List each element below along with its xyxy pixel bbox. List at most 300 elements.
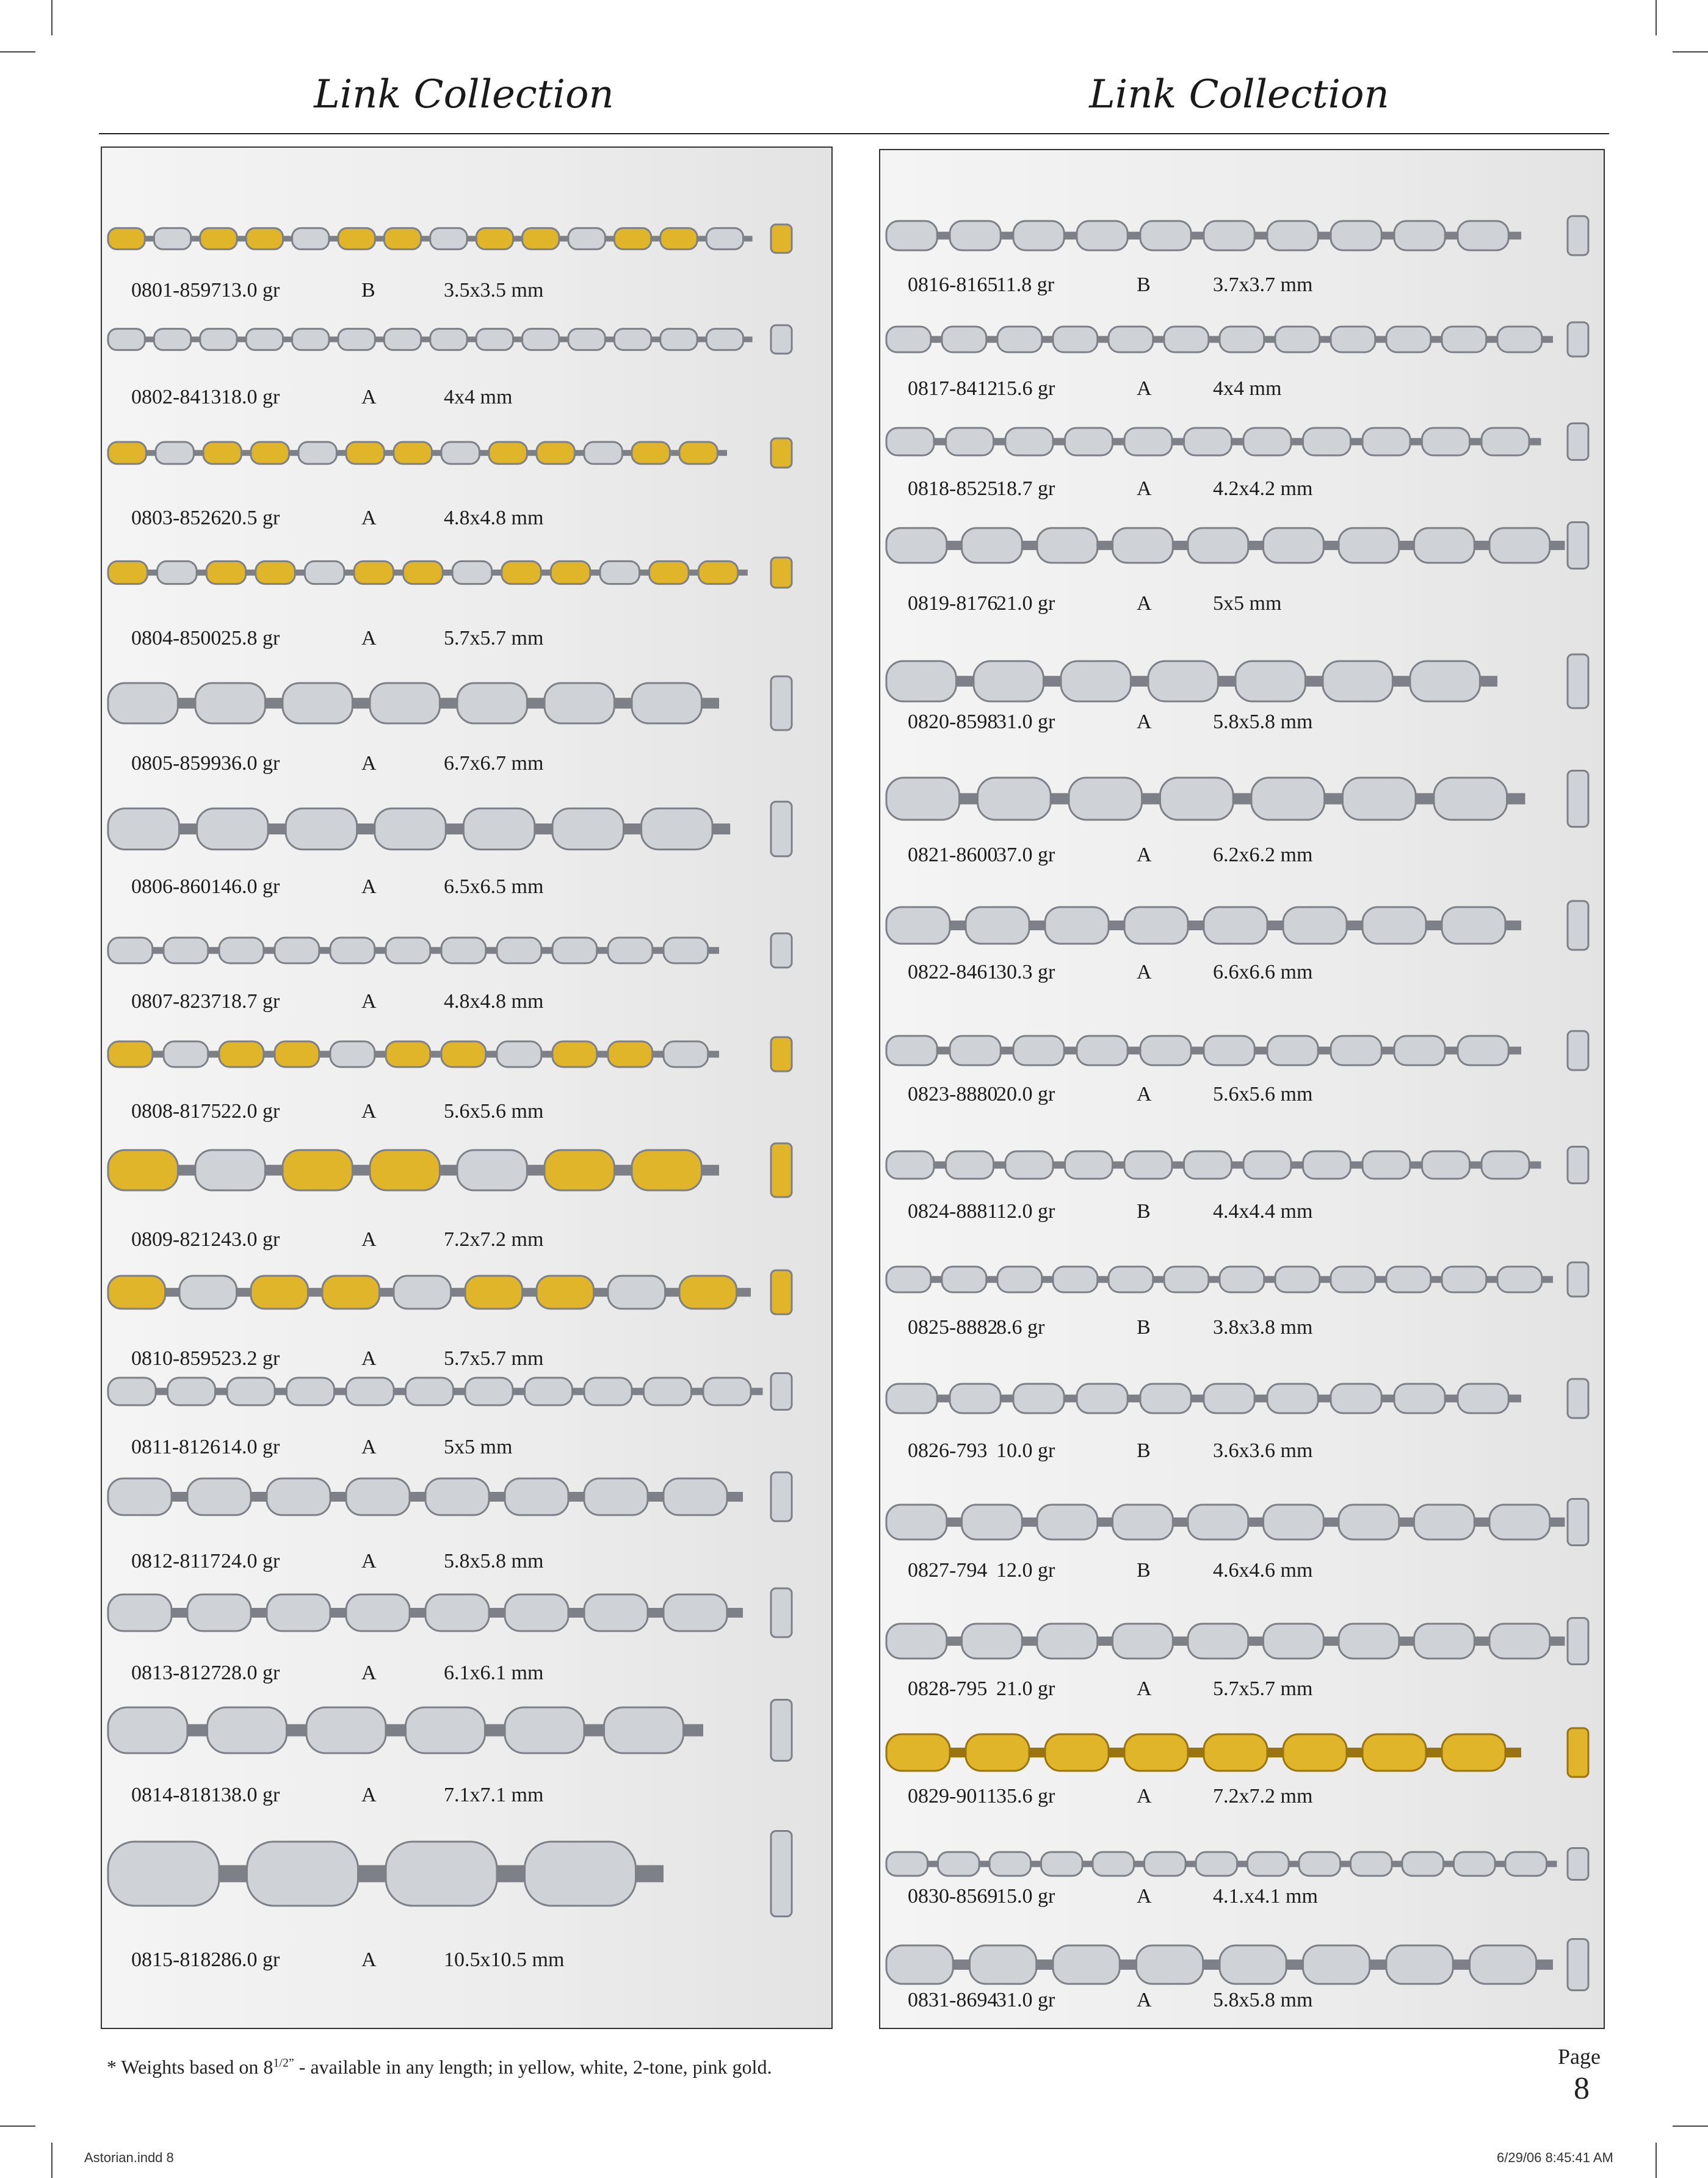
chain-connector [1064, 232, 1077, 240]
chain-link [441, 442, 479, 464]
item-size: 4.8x4.8 mm [444, 990, 544, 1013]
chain-link [525, 1842, 636, 1906]
chain-connector [1399, 1518, 1414, 1527]
crop-mark [1656, 2143, 1657, 2178]
item-size: 7.2x7.2 mm [444, 1228, 544, 1251]
chain-connector [1153, 1276, 1164, 1283]
chain-connector [1042, 336, 1053, 342]
chain-link [1267, 1384, 1318, 1413]
chain-link [156, 442, 194, 464]
chain-link [403, 561, 443, 584]
chain-link [1394, 1036, 1445, 1065]
item-size: 5.8x5.8 mm [444, 1550, 544, 1572]
chain-connector [1550, 1637, 1565, 1646]
chain-connector [1082, 1861, 1093, 1867]
lobster-clasp [771, 1373, 792, 1410]
item-size: 6.5x6.5 mm [444, 875, 544, 898]
chain-link [1283, 1734, 1347, 1771]
chain-link [552, 808, 623, 849]
item-grade: B [1137, 1439, 1151, 1462]
chain-link [283, 1150, 352, 1190]
item-size: 6.7x6.7 mm [444, 752, 544, 775]
chain-link [604, 1707, 684, 1753]
chain-link [1065, 1151, 1113, 1179]
chain-link [1188, 528, 1248, 563]
chain-connector [308, 1288, 322, 1297]
item-code: 0808-8175 [131, 1100, 222, 1123]
item-grade: A [361, 875, 377, 898]
item-weight: 21.0 gr [996, 592, 1055, 615]
chain-connector [541, 947, 552, 953]
chain-image-0814-8181 [106, 1692, 795, 1768]
chain-link [1275, 1267, 1320, 1292]
item-size: 6.2x6.2 mm [1213, 844, 1313, 866]
chain-link [886, 907, 950, 944]
chain-connector [1142, 793, 1160, 804]
chain-link [1184, 1151, 1232, 1179]
chain-link [346, 1594, 410, 1631]
chain-connector [237, 236, 246, 241]
item-weight: 15.0 gr [996, 1885, 1055, 1908]
chain-connector [1445, 1395, 1458, 1403]
chain-connector [1037, 1959, 1053, 1970]
chain-connector [1536, 1959, 1553, 1970]
chain-link [1124, 1734, 1188, 1771]
item-size: 4x4 mm [444, 386, 513, 408]
chain-link [1077, 1384, 1127, 1413]
item-grade: A [361, 990, 377, 1013]
chain-link [346, 1378, 394, 1405]
lobster-clasp [771, 557, 792, 588]
crop-mark [51, 0, 52, 35]
chain-connector [172, 1608, 187, 1618]
chain-link [108, 228, 145, 250]
chain-link [1497, 327, 1542, 352]
chain-connector [1318, 1395, 1331, 1403]
slug-filename: Astorian.indd 8 [84, 2150, 174, 2165]
item-size: 3.6x3.6 mm [1213, 1439, 1313, 1462]
item-size: 5.6x5.6 mm [444, 1100, 544, 1123]
chain-link [584, 1478, 648, 1515]
chain-link [386, 938, 430, 963]
chain-connector [614, 698, 632, 709]
chain-connector [1232, 1162, 1244, 1169]
lobster-clasp [771, 325, 792, 353]
chain-image-0824-8881 [884, 1142, 1592, 1188]
chain-link [108, 1150, 178, 1190]
chain-image-0812-8117 [106, 1466, 795, 1527]
chain-link [457, 1150, 527, 1190]
item-size: 3.7x3.7 mm [1213, 273, 1313, 296]
chain-link [706, 329, 743, 350]
chain-link [1299, 1852, 1341, 1876]
chain-image-0813-8127 [106, 1582, 795, 1643]
chain-image-0822-8461 [884, 895, 1592, 956]
chain-connector [717, 450, 727, 456]
item-grade: A [1137, 961, 1152, 983]
chain-connector [1453, 1959, 1469, 1970]
item-size: 5.8x5.8 mm [1213, 711, 1313, 733]
chain-connector [605, 336, 614, 342]
chain-link [1482, 1151, 1529, 1179]
chain-link [1331, 1267, 1375, 1292]
chain-image-0827-794 [884, 1493, 1592, 1551]
item-code: 0825-8882 [908, 1316, 998, 1339]
item-size: 7.1x7.1 mm [444, 1784, 544, 1806]
chain-connector [1254, 1395, 1267, 1403]
chain-connector [1254, 1047, 1267, 1055]
right-page-title: Link Collection [1089, 72, 1389, 117]
chain-link [346, 442, 384, 464]
chain-connector [1370, 1959, 1386, 1970]
chain-connector [1031, 1861, 1041, 1867]
chain-link [1148, 661, 1218, 701]
chain-connector [614, 1165, 632, 1176]
lobster-clasp [771, 1143, 792, 1197]
chain-link [1351, 1852, 1392, 1876]
chain-link [1275, 327, 1320, 352]
chain-connector [623, 823, 641, 834]
chain-connector [513, 236, 523, 241]
chain-link [1264, 528, 1324, 563]
chain-connector [1392, 676, 1410, 687]
chain-connector [960, 793, 978, 804]
chain-link [1248, 1852, 1289, 1876]
chain-link [1414, 1505, 1475, 1539]
chain-link [108, 1842, 219, 1906]
chain-link [545, 1150, 614, 1190]
chain-link [1331, 327, 1375, 352]
chain-connector [1173, 1518, 1188, 1527]
chain-image-0819-8176 [884, 516, 1592, 574]
item-grade: B [1137, 273, 1151, 296]
chain-image-0820-8598 [884, 648, 1592, 715]
item-code: 0802-8413 [131, 386, 222, 408]
chain-connector [950, 921, 966, 930]
chain-connector [523, 1288, 537, 1297]
chain-link [1343, 778, 1416, 820]
chain-link [1422, 1151, 1470, 1179]
chain-link [650, 561, 689, 584]
chain-connector [497, 1865, 525, 1883]
chain-link [384, 228, 421, 250]
chain-connector [701, 1165, 719, 1176]
page-label: Page [1558, 2044, 1601, 2069]
chain-image-0831-8694 [884, 1933, 1592, 1997]
chain-link [886, 1036, 937, 1065]
lobster-clasp [1568, 322, 1588, 356]
lobster-clasp [771, 1037, 792, 1071]
chain-link [1410, 661, 1480, 701]
chain-image-0806-8601 [106, 795, 795, 863]
chain-connector [275, 1388, 287, 1395]
chain-link [1339, 1624, 1399, 1659]
chain-connector [410, 1608, 425, 1618]
lobster-clasp [1568, 1939, 1588, 1991]
item-size: 5.8x5.8 mm [1213, 1989, 1313, 2011]
chain-connector [1254, 232, 1267, 240]
chain-link [251, 442, 289, 464]
chain-connector [1474, 541, 1489, 550]
chain-link [452, 561, 491, 584]
chain-connector [1426, 1748, 1442, 1757]
chain-connector [1098, 1276, 1109, 1283]
chain-connector [208, 947, 219, 953]
chain-connector [527, 1165, 545, 1176]
chain-link [1414, 528, 1475, 563]
chain-link [632, 442, 670, 464]
item-grade: B [1137, 1316, 1151, 1339]
chain-link [489, 442, 527, 464]
chain-connector [421, 336, 430, 342]
chain-connector [1001, 1395, 1013, 1403]
item-weight: 43.0 gr [221, 1228, 280, 1251]
chain-connector [1191, 232, 1204, 240]
chain-link [1140, 1036, 1191, 1065]
chain-connector [1529, 1162, 1541, 1169]
chain-image-0805-8599 [106, 670, 795, 737]
chain-connector [145, 336, 154, 342]
left-page-title: Link Collection [314, 72, 614, 117]
chain-link [974, 661, 1043, 701]
chain-link [962, 1624, 1022, 1659]
chain-link [632, 683, 701, 723]
chain-connector [1318, 232, 1331, 240]
item-weight: 86.0 gr [221, 1948, 280, 1971]
chain-connector [492, 570, 502, 576]
item-weight: 8.6 gr [996, 1316, 1045, 1339]
chain-link [306, 1707, 386, 1753]
chain-link [1434, 778, 1507, 820]
crop-mark [1673, 51, 1708, 52]
chain-link [1113, 528, 1173, 563]
chain-connector [648, 1492, 664, 1502]
chain-link [966, 907, 1029, 944]
chain-connector [1486, 336, 1497, 342]
chain-link [476, 329, 513, 350]
chain-link [608, 1041, 653, 1067]
chain-connector [344, 570, 354, 576]
chain-connector [1323, 1637, 1339, 1646]
chain-connector [701, 698, 719, 709]
chain-connector [1291, 438, 1303, 446]
chain-connector [393, 570, 403, 576]
chain-link [942, 1267, 986, 1292]
weights-footnote [107, 2056, 772, 2079]
chain-link [502, 561, 541, 584]
chain-link [179, 1276, 237, 1309]
item-code: 0809-8212 [131, 1228, 222, 1251]
footnote-fraction: 1/2” [273, 2056, 294, 2070]
chain-connector [1188, 1748, 1204, 1757]
item-weight: 37.0 gr [996, 844, 1055, 866]
chain-link [1045, 1734, 1109, 1771]
item-size: 4.1.x4.1 mm [1213, 1885, 1318, 1908]
chain-connector [994, 438, 1006, 446]
chain-connector [636, 1865, 664, 1883]
item-grade: A [1137, 844, 1152, 866]
chain-connector [1375, 336, 1386, 342]
chain-connector [1043, 676, 1061, 687]
chain-connector [156, 1388, 168, 1395]
crop-mark [0, 2126, 35, 2127]
chain-link [370, 1150, 440, 1190]
item-weight: 31.0 gr [996, 711, 1055, 733]
chain-connector [1248, 541, 1264, 550]
chain-link [1188, 1505, 1248, 1539]
chain-link [1160, 778, 1234, 820]
chain-link [1053, 327, 1098, 352]
chain-link [1442, 907, 1505, 944]
item-size: 5.6x5.6 mm [1213, 1083, 1313, 1105]
chain-link [1013, 1384, 1064, 1413]
chain-link [568, 228, 605, 250]
chain-link [168, 1378, 215, 1405]
chain-connector [265, 698, 283, 709]
chain-link [187, 1478, 251, 1515]
chain-connector [467, 236, 476, 241]
chain-link [1037, 1505, 1098, 1539]
chain-connector [430, 1051, 441, 1057]
chain-link [108, 1041, 153, 1067]
chain-connector [1291, 1162, 1303, 1169]
item-size: 5.7x5.7 mm [444, 1347, 544, 1370]
chain-connector [153, 1051, 164, 1057]
item-size: 4.6x4.6 mm [1213, 1559, 1313, 1582]
chain-connector [486, 947, 497, 953]
footnote-prefix: * Weights based on 8 [107, 2056, 273, 2078]
chain-connector [1120, 1959, 1136, 1970]
chain-connector [1445, 232, 1458, 240]
chain-connector [1267, 1748, 1283, 1757]
chain-link [886, 1505, 947, 1539]
chain-link [1267, 221, 1318, 250]
item-weight: 25.8 gr [221, 627, 280, 649]
chain-link [660, 228, 697, 250]
chain-connector [639, 570, 649, 576]
chain-connector [1098, 1518, 1113, 1527]
chain-connector [597, 1051, 608, 1057]
item-code: 0817-8412 [908, 377, 998, 400]
chain-link [1303, 1151, 1351, 1179]
chain-link [886, 528, 947, 563]
chain-connector [692, 1388, 704, 1395]
lobster-clasp [771, 438, 792, 468]
item-code: 0819-8176 [908, 592, 998, 615]
chain-link [1220, 1267, 1264, 1292]
chain-link [706, 228, 743, 250]
chain-link [346, 1478, 410, 1515]
chain-connector [1392, 1861, 1402, 1867]
chain-link [642, 808, 712, 849]
item-code: 0805-8599 [131, 752, 222, 775]
item-grade: A [361, 1550, 377, 1572]
chain-connector [1320, 336, 1331, 342]
chain-link [200, 228, 237, 250]
item-code: 0811-8126 [131, 1436, 221, 1458]
lobster-clasp [1568, 1618, 1588, 1665]
chain-link [1264, 1505, 1324, 1539]
chain-connector [712, 823, 730, 834]
chain-connector [605, 236, 614, 241]
chain-link [1145, 1852, 1186, 1876]
chain-link [251, 1276, 308, 1309]
chain-connector [443, 570, 452, 576]
chain-connector [219, 1865, 247, 1883]
chain-connector [947, 1518, 962, 1527]
chain-connector [1053, 438, 1065, 446]
chain-link [1386, 327, 1431, 352]
chain-link [1323, 661, 1392, 701]
chain-link [1458, 1036, 1508, 1065]
chain-link [1037, 1624, 1098, 1659]
item-size: 7.2x7.2 mm [1213, 1785, 1313, 1807]
chain-connector [237, 336, 246, 342]
chain-link [1140, 1384, 1191, 1413]
chain-link [1236, 661, 1305, 701]
item-size: 6.1x6.1 mm [444, 1662, 544, 1684]
chain-link [267, 1478, 330, 1515]
chain-link [664, 1041, 708, 1067]
lobster-clasp [771, 801, 792, 856]
item-weight: 15.6 gr [996, 377, 1055, 400]
item-weight: 30.3 gr [996, 961, 1055, 983]
item-weight: 12.0 gr [996, 1200, 1055, 1223]
chain-connector [1022, 1518, 1037, 1527]
chain-connector [237, 1288, 251, 1297]
chain-connector [1029, 1748, 1045, 1757]
lobster-clasp [771, 933, 792, 968]
lobster-clasp [1568, 1728, 1588, 1777]
chain-connector [172, 1492, 187, 1502]
chain-link [946, 428, 994, 455]
item-code: 0829-9011 [908, 1785, 997, 1807]
item-grade: A [361, 1436, 377, 1458]
chain-connector [1264, 1276, 1275, 1283]
chain-link [286, 808, 356, 849]
item-code: 0814-8181 [131, 1784, 222, 1806]
chain-connector [375, 336, 384, 342]
chain-connector [1267, 921, 1283, 930]
chain-image-0808-8175 [106, 1033, 795, 1076]
chain-connector [1351, 438, 1363, 446]
chain-connector [329, 336, 338, 342]
item-grade: A [1137, 1989, 1152, 2011]
chain-link [187, 1594, 251, 1631]
chain-connector [178, 698, 195, 709]
chain-link [465, 1378, 513, 1405]
chain-connector [485, 1724, 505, 1737]
item-code: 0807-8237 [131, 990, 222, 1013]
lobster-clasp [1568, 1848, 1588, 1880]
chain-link [1137, 1945, 1203, 1984]
chain-link [247, 1842, 358, 1906]
chain-connector [319, 1051, 330, 1057]
item-size: 5.7x5.7 mm [1213, 1677, 1313, 1700]
chain-link [441, 1041, 486, 1067]
item-size: 5.7x5.7 mm [444, 627, 544, 649]
chain-connector [727, 1608, 743, 1618]
chain-connector [590, 570, 600, 576]
chain-connector [295, 570, 305, 576]
chain-connector [573, 1388, 585, 1395]
chain-connector [287, 1724, 307, 1737]
item-grade: A [361, 1662, 377, 1684]
chain-connector [697, 336, 706, 342]
chain-connector [541, 1051, 552, 1057]
chain-connector [653, 947, 664, 953]
chain-link [1013, 1036, 1064, 1065]
